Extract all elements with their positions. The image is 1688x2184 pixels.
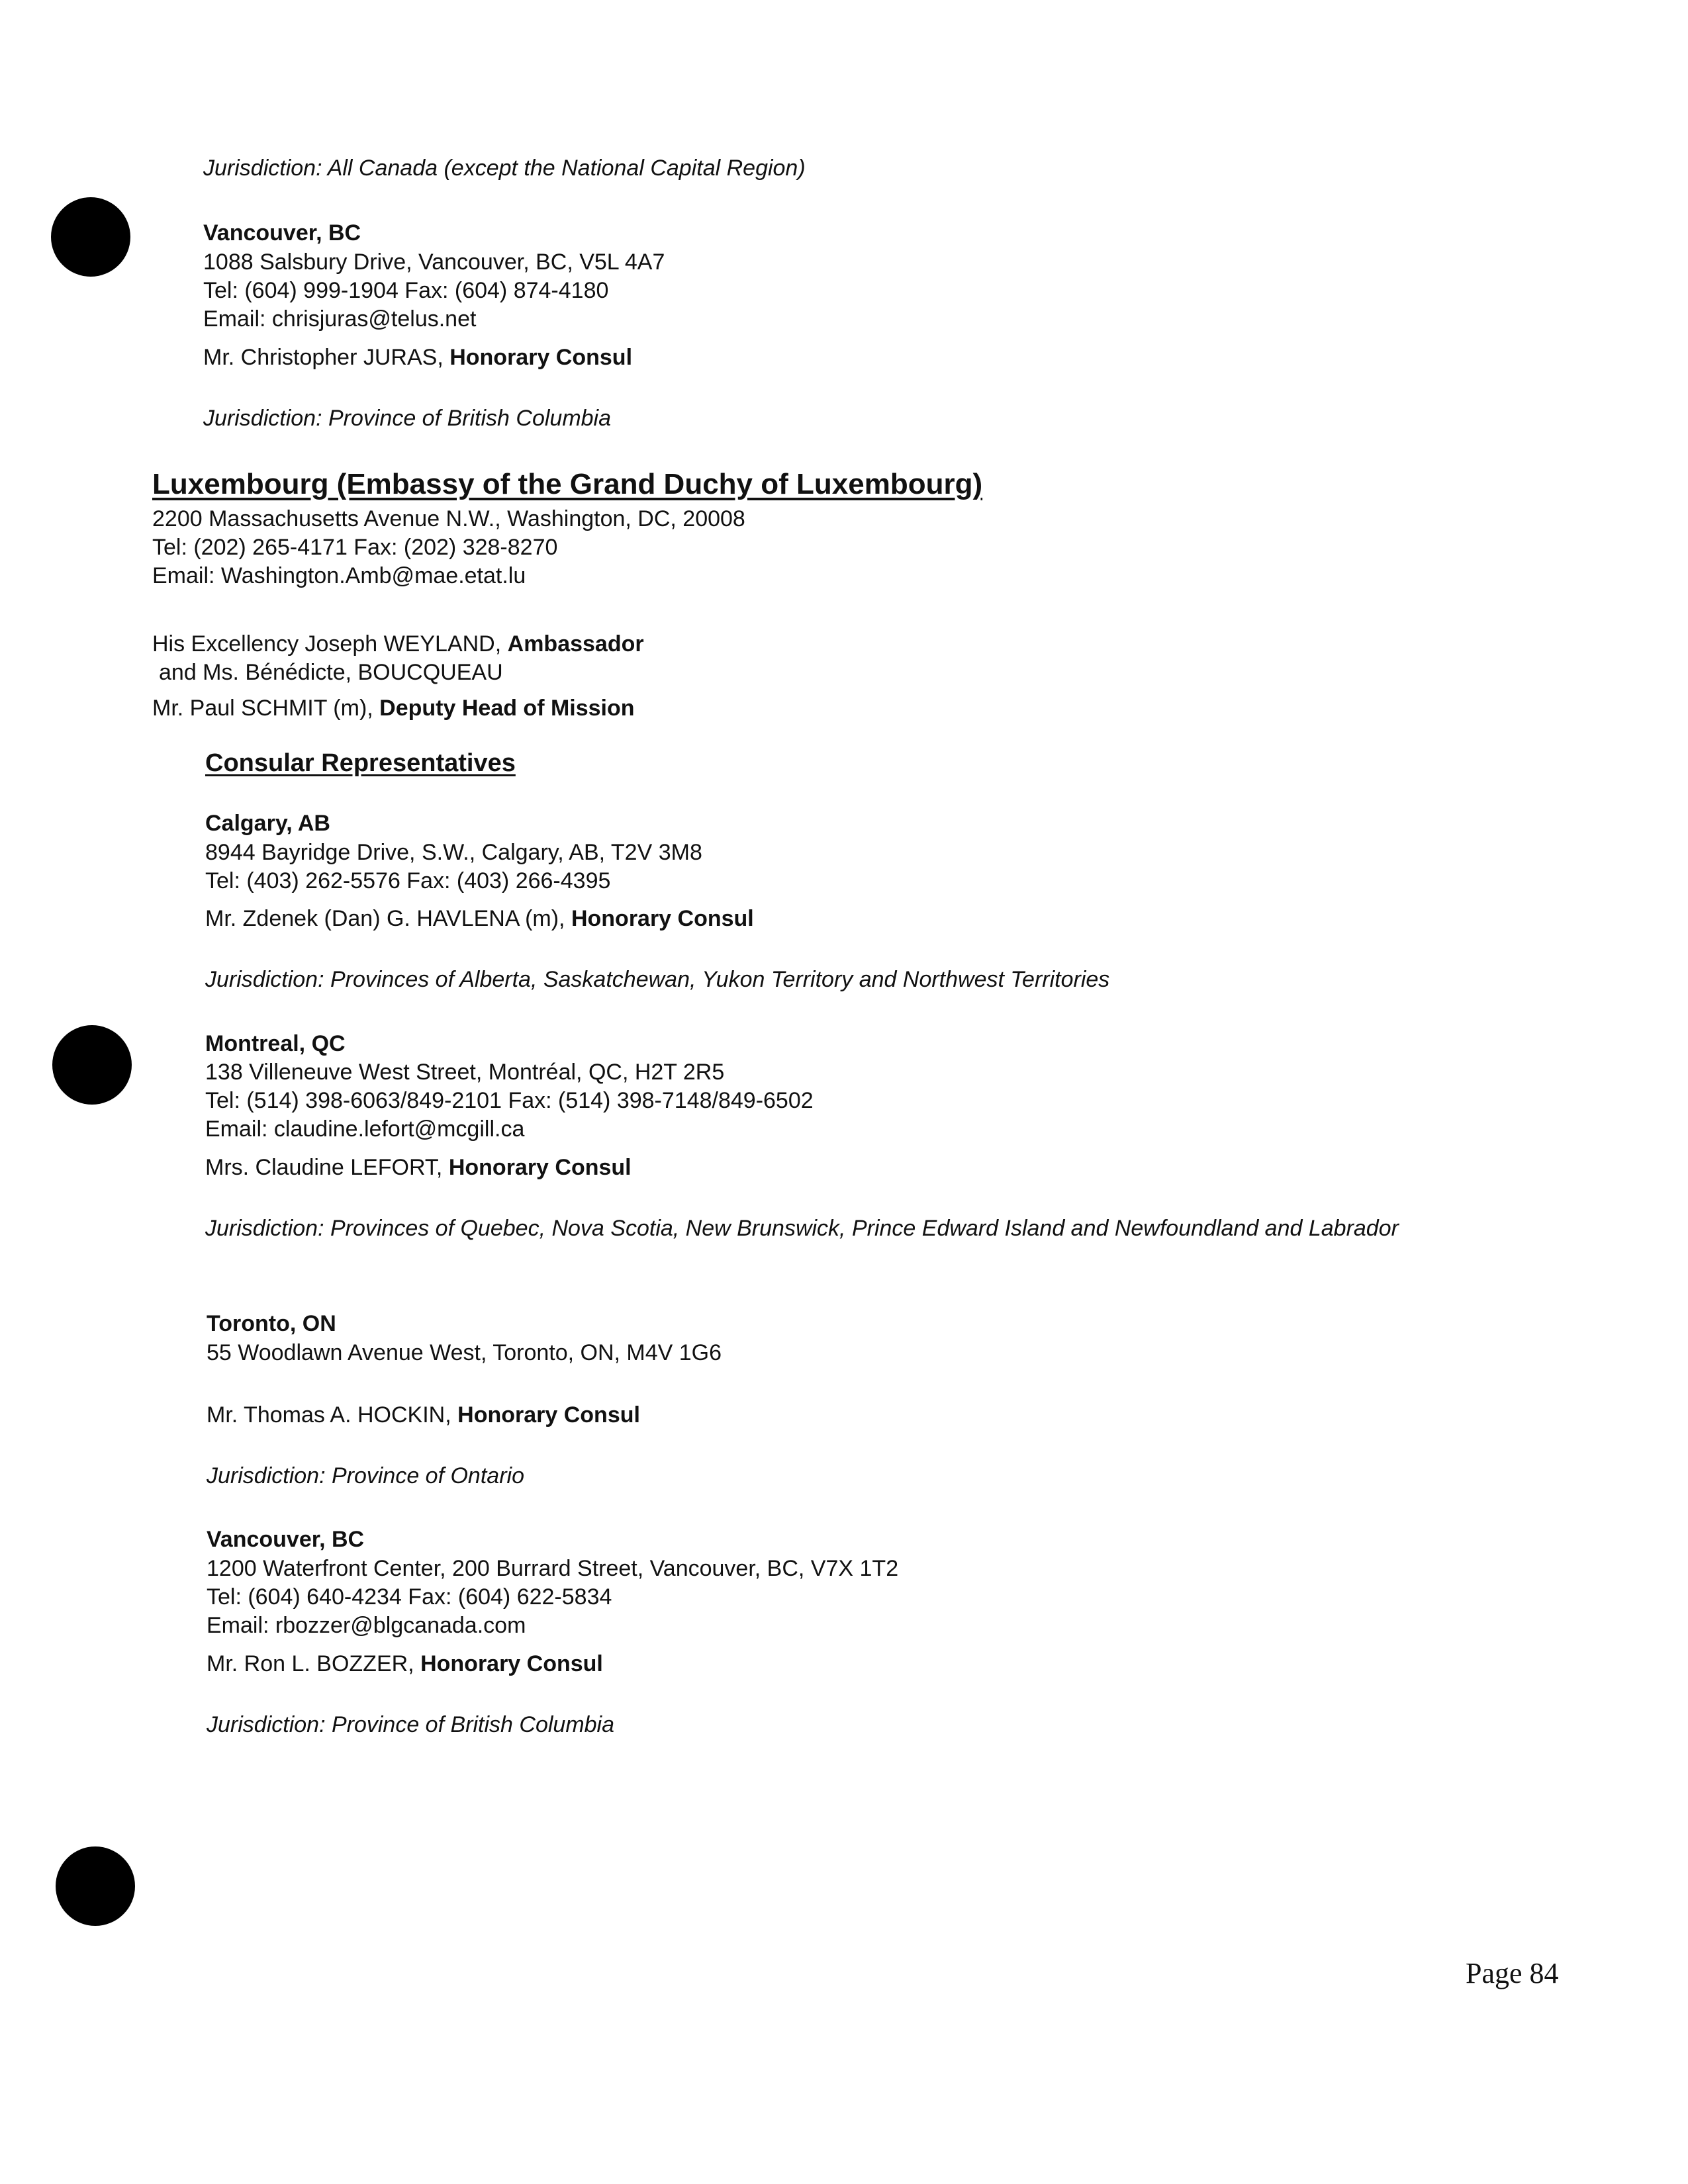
jurisdiction-text: Jurisdiction: All Canada (except the National Capital Region): [203, 156, 806, 181]
address: 8944 Bayridge Drive, S.W., Calgary, AB, T2V 3M8: [205, 840, 702, 865]
consul-entry: [207, 1402, 640, 1428]
jurisdiction-text: Jurisdiction: Provinces of Quebec, Nova Scotia, New Brunswick, Prince Edward Island and Newfoundland and Labrador: [205, 1216, 1399, 1241]
role-title: Honorary Consul: [457, 1402, 640, 1428]
phone-fax: Tel: (604) 999-1904 Fax: (604) 874-4180: [203, 278, 609, 303]
person-name: His Excellency Joseph WEYLAND,: [152, 631, 508, 657]
person-name: Mr. Ron L. BOZZER,: [207, 1651, 421, 1676]
consular-heading: Consular Representatives: [205, 749, 516, 777]
punch-hole-bottom: [56, 1846, 135, 1926]
address: 1200 Waterfront Center, 200 Burrard Street, Vancouver, BC, V7X 1T2: [207, 1556, 899, 1581]
jurisdiction-text: Jurisdiction: Province of British Columbia: [207, 1712, 615, 1737]
city-heading: Vancouver, BC: [207, 1527, 365, 1552]
phone-fax: Tel: (403) 262-5576 Fax: (403) 266-4395: [205, 868, 611, 893]
jurisdiction-text: Jurisdiction: Provinces of Alberta, Saskatchewan, Yukon Territory and Northwest Territories: [205, 967, 1110, 992]
city-heading: Toronto, ON: [207, 1311, 336, 1336]
consul-entry: [207, 1651, 603, 1677]
person-name: Mr. Paul SCHMIT (m),: [152, 696, 380, 721]
page-number: Page 84: [1466, 1957, 1559, 1989]
role-title: Deputy Head of Mission: [379, 696, 635, 721]
address: 2200 Massachusetts Avenue N.W., Washington, DC, 20008: [152, 506, 745, 531]
role-title: Honorary Consul: [571, 906, 754, 931]
role-title: Honorary Consul: [420, 1651, 603, 1676]
address: 138 Villeneuve West Street, Montréal, QC, H2T 2R5: [205, 1060, 725, 1085]
consul-entry: [205, 905, 754, 932]
deputy-entry: [152, 695, 635, 721]
punch-hole-top: [51, 197, 130, 277]
role-title: Ambassador: [507, 631, 644, 657]
role-title: Honorary Consul: [448, 1155, 632, 1180]
address: 55 Woodlawn Avenue West, Toronto, ON, M4V 1G6: [207, 1340, 722, 1365]
person-name: Mr. Zdenek (Dan) G. HAVLENA (m),: [205, 906, 571, 931]
jurisdiction-text: Jurisdiction: Province of Ontario: [207, 1463, 524, 1488]
jurisdiction-text: Jurisdiction: Province of British Columbia: [203, 406, 612, 431]
phone-fax: Tel: (604) 640-4234 Fax: (604) 622-5834: [207, 1584, 612, 1610]
email: Email: chrisjuras@telus.net: [203, 306, 477, 332]
country-heading: Luxembourg (Embassy of the Grand Duchy of Luxembourg): [152, 468, 983, 500]
person-name: Mr. Thomas A. HOCKIN,: [207, 1402, 458, 1428]
punch-hole-middle: [52, 1025, 132, 1105]
address: 1088 Salsbury Drive, Vancouver, BC, V5L 4A7: [203, 250, 665, 275]
city-heading: Vancouver, BC: [203, 220, 361, 246]
email: Email: rbozzer@blgcanada.com: [207, 1613, 526, 1638]
phone-fax: Tel: (514) 398-6063/849-2101 Fax: (514) 398-7148/849-6502: [205, 1088, 814, 1113]
city-heading: Montreal, QC: [205, 1031, 346, 1056]
spouse-entry: and Ms. Bénédicte, BOUCQUEAU: [159, 660, 503, 685]
email: Email: Washington.Amb@mae.etat.lu: [152, 563, 526, 588]
person-name: Mr. Christopher JURAS,: [203, 345, 450, 370]
consul-entry: [203, 344, 632, 371]
role-title: Honorary Consul: [449, 345, 633, 370]
phone-fax: Tel: (202) 265-4171 Fax: (202) 328-8270: [152, 535, 558, 560]
consul-entry: [205, 1154, 632, 1181]
ambassador-entry: [152, 631, 644, 657]
email: Email: claudine.lefort@mcgill.ca: [205, 1116, 525, 1142]
city-heading: Calgary, AB: [205, 811, 330, 836]
person-name: Mrs. Claudine LEFORT,: [205, 1155, 449, 1180]
